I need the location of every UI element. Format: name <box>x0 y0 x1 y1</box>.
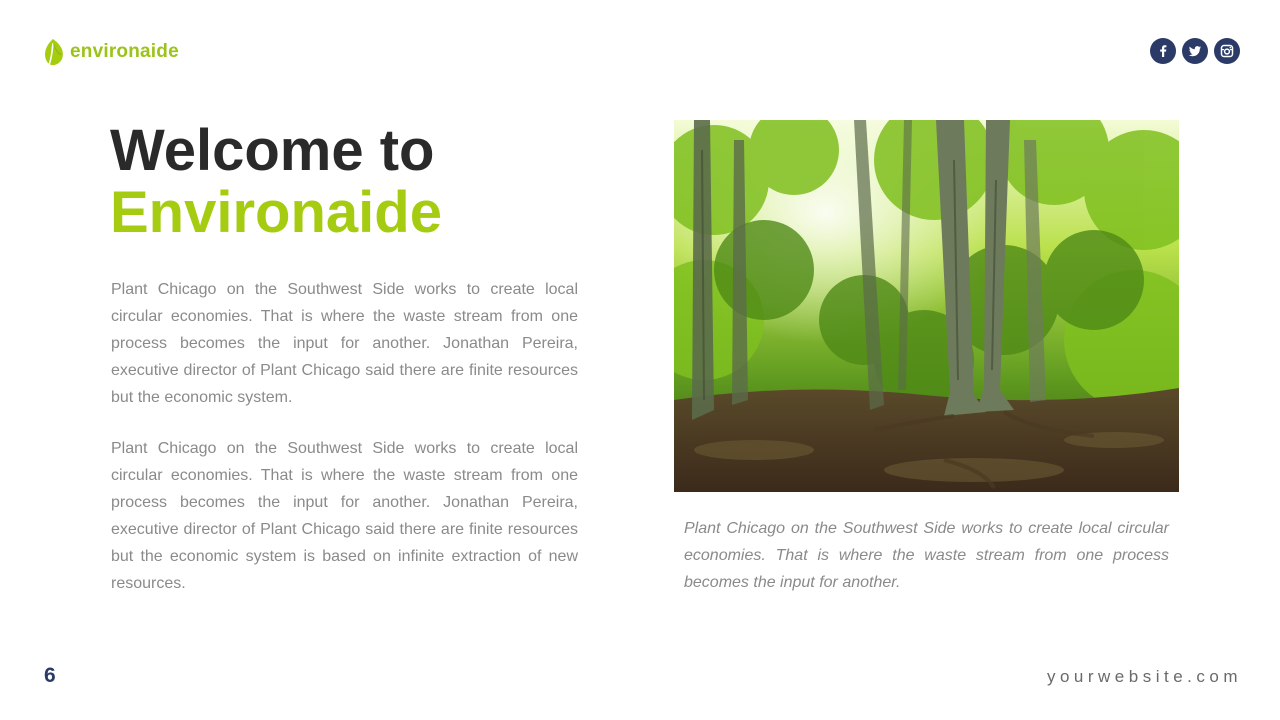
photo-caption: Plant Chicago on the Southwest Side works to create local circular economies. That is where the waste stream from one process becomes the input for another. <box>684 520 1169 591</box>
body-paragraph-2: Plant Chicago on the Southwest Side works to create local circular economies. That is where the waste stream from one process becomes the input for another. Jonathan Pereira, executive director of Plant Chicago said there are finite resources but the economic system is based on infinite extraction of new resources. <box>111 440 578 592</box>
facebook-icon <box>1156 44 1170 58</box>
website-link[interactable]: yourwebsite.com <box>1046 667 1242 686</box>
brand-name: environaide <box>70 41 179 62</box>
facebook-button[interactable] <box>1150 38 1176 64</box>
body-paragraph-1: Plant Chicago on the Southwest Side works to create local circular economies. That is where the waste stream from one process becomes the input for another. Jonathan Pereira, executive director of Plant Chicago said there are finite resources but the economic system. <box>111 281 578 406</box>
title-line-1: Welcome to <box>110 118 435 183</box>
page-number: 6 <box>44 664 56 687</box>
leaf-icon <box>40 37 66 67</box>
title-line-2: Environaide <box>110 180 442 245</box>
twitter-button[interactable] <box>1182 38 1208 64</box>
instagram-button[interactable] <box>1214 38 1240 64</box>
social-links <box>1150 38 1240 64</box>
page-title <box>110 120 442 244</box>
instagram-icon <box>1220 44 1234 58</box>
twitter-icon <box>1188 44 1202 58</box>
forest-photo <box>674 120 1179 492</box>
brand-logo[interactable] <box>40 37 179 67</box>
